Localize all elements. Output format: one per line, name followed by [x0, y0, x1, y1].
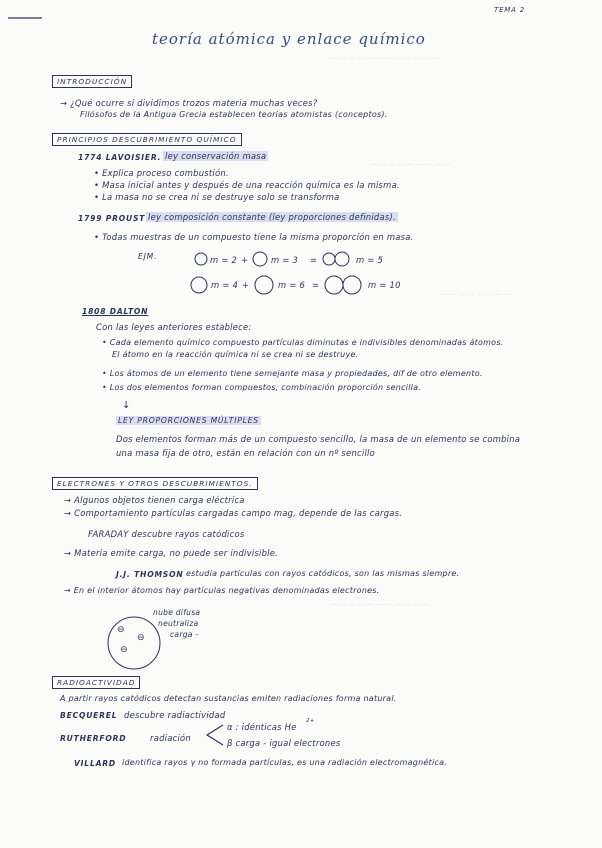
equation-term: m = 3 — [271, 255, 299, 265]
radio-line: A partir rayos catódicos detectan sustancias emiten radiaciones forma natural. — [60, 694, 397, 703]
lavoisier-label: 1774 LAVOISIER. — [78, 153, 162, 162]
equation-term: m = 2 — [210, 255, 238, 265]
bleed-through-text: — — — — — — — — — — [370, 160, 451, 168]
dalton-intro: Con las leyes anteriores establece: — [96, 322, 252, 332]
equation-term: m = 4 — [211, 280, 239, 290]
section-heading-radioactividad: RADIOACTIVIDAD — [52, 676, 140, 689]
electrones-line: → Materia emite carga, no puede ser indivisible. — [64, 548, 279, 558]
rutherford-text: radiación — [150, 733, 191, 743]
proust-law: ley composición constante (ley proporciones definidas). — [148, 212, 396, 222]
electron-icon: ⊖ — [137, 633, 145, 643]
atom-circle-icon — [254, 274, 274, 296]
equation-term: m = 10 — [368, 280, 401, 290]
dalton-bullet: • Los átomos de un elemento tiene semejante masa y propiedades, dif de otro elemento. — [102, 369, 483, 378]
dalton-bullet: • Los dos elementos forman compuestos, combinación proporción sencilla. — [102, 383, 422, 392]
lavoisier-bullet: • Masa inicial antes y después de una reacción química es la misma. — [94, 180, 400, 190]
alpha-text: α : idénticas He — [227, 722, 297, 732]
dalton-label: 1808 DALTON — [82, 307, 149, 316]
equation-operator: + — [241, 255, 249, 265]
intro-text: Filósofos de la Antigua Grecia establecen teorías atomistas (conceptos). — [80, 110, 388, 119]
header-tag: TEMA 2 — [494, 6, 526, 14]
lavoisier-law: ley conservación masa — [165, 151, 267, 161]
page-title: teoría atómica y enlace químico — [152, 30, 426, 48]
electron-icon: ⊖ — [117, 625, 125, 635]
thomson-text: estudia partículas con rayos catódicos, son las mismas siempre. — [186, 569, 460, 578]
thomson-model-diagram — [104, 613, 164, 673]
model-label: nube difusa — [153, 608, 201, 617]
electron-icon: ⊖ — [120, 645, 128, 655]
molecule-icon — [322, 251, 352, 267]
electrones-line: → Algunos objetos tienen carga eléctrica — [64, 495, 245, 505]
down-arrow-icon: ↓ — [122, 400, 131, 411]
model-label: neutraliza — [158, 619, 199, 628]
atom-circle-icon — [190, 276, 208, 294]
atom-circle-icon — [252, 251, 268, 267]
branch-bracket-icon — [203, 722, 227, 748]
proust-label: 1799 PROUST — [78, 214, 146, 223]
thomson-label: J.J. THOMSON — [116, 570, 184, 579]
section-heading-principios: PRINCIPIOS DESCUBRIMIENTO QUÍMICO — [52, 133, 242, 146]
equation-term: m = 5 — [356, 255, 384, 265]
corner-mark — [6, 10, 46, 26]
becquerel-label: BECQUEREL — [60, 711, 118, 720]
bleed-through-text: — — — — — — — — — — — — — [330, 54, 439, 62]
equation-operator: = — [310, 255, 318, 265]
equation-operator: = — [312, 280, 320, 290]
bleed-through-text: — — — — — — — — — [440, 290, 512, 298]
villard-label: VILLARD — [74, 759, 117, 768]
equation-term: m = 6 — [278, 280, 306, 290]
rutherford-label: RUTHERFORD — [60, 734, 127, 743]
bleed-through-text: — — — — — — — — — — — — [330, 600, 430, 608]
dalton-law-text: Dos elementos forman más de un compuesto sencillo, la masa de un elemento se combina — [116, 434, 521, 444]
villard-text: identifica rayos γ no formada partículas, es una radiación electromagnética. — [122, 758, 448, 767]
lavoisier-bullet: • Explica proceso combustión. — [94, 168, 229, 178]
section-heading-intro: INTRODUCCIÓN — [52, 75, 132, 88]
equation-operator: + — [242, 280, 250, 290]
becquerel-text: descubre radiactividad — [124, 710, 226, 720]
dalton-law: LEY PROPORCIONES MÚLTIPLES — [118, 416, 259, 425]
example-label: EJM. — [138, 252, 158, 261]
electrones-line: → Comportamiento partículas cargadas campo mag, depende de las cargas. — [64, 508, 403, 518]
beta-text: β carga - igual electrones — [227, 738, 341, 748]
intro-question: → ¿Qué ocurre si dividimos trozos materia muchas veces? — [60, 98, 318, 108]
lavoisier-bullet: • La masa no se crea ni se destruye solo se transforma — [94, 192, 340, 202]
section-heading-electrones: ELECTRONES Y OTROS DESCUBRIMIENTOS. — [52, 477, 258, 490]
molecule-icon — [324, 274, 364, 296]
alpha-charge: 2+ — [306, 718, 315, 724]
dalton-bullet-cont: El átomo en la reacción química ni se crea ni se destruye. — [112, 350, 359, 359]
electrones-line: FARADAY descubre rayos catódicos — [88, 529, 245, 539]
electrones-line: → En el interior átomos hay partículas negativas denominadas electrones. — [64, 586, 380, 595]
dalton-law-text: una masa fija de otro, están en relación con un nº sencillo — [116, 448, 375, 458]
model-label: carga - — [170, 630, 199, 639]
proust-bullet: • Todas muestras de un compuesto tiene la misma proporción en masa. — [94, 232, 414, 242]
dalton-bullet: • Cada elemento químico compuesto partículas diminutas e indivisibles denominadas átomos. — [102, 338, 504, 347]
atom-circle-icon — [194, 252, 208, 266]
